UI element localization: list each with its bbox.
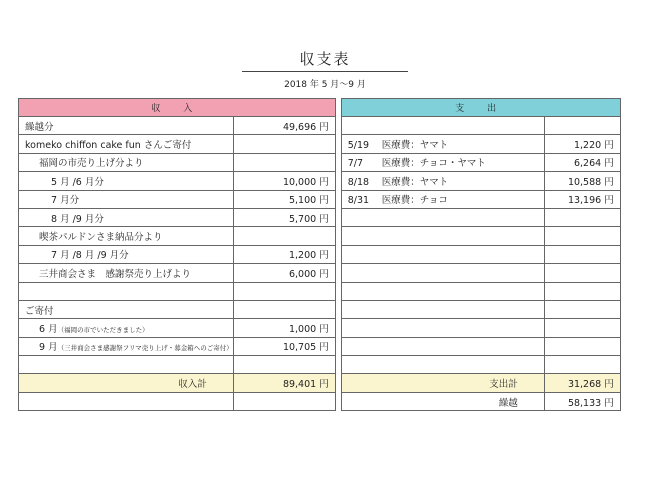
table-row (19, 264, 621, 282)
ledger-table (18, 98, 621, 411)
expense-amount (544, 208, 620, 226)
income-label-text: 5 月 /6 月分 (51, 176, 104, 188)
table-row (19, 282, 621, 300)
expense-label (341, 227, 544, 245)
income-amount: 49,696 円 (233, 117, 335, 135)
income-label (19, 227, 234, 245)
income-label-text: 9 月 (39, 342, 58, 354)
income-label-text: ご寄付 (25, 305, 54, 317)
income-label-text: 喫茶パルドンさま納品分より (39, 232, 163, 244)
expense-total-label: 支出計 (341, 374, 544, 392)
expense-amount: 6,264 円 (544, 153, 620, 171)
carry-amount: 58,133 円 (544, 392, 620, 410)
expense-item: 医療費：チョコ (381, 195, 448, 207)
income-amount: 10,705 円 (233, 337, 335, 355)
income-label (19, 190, 234, 208)
page-title: 収支表 (299, 50, 351, 68)
table-row (19, 319, 621, 337)
income-amount: 1,200 円 (233, 245, 335, 263)
period-subtitle: 2018 年 5 月〜9 月 (284, 80, 366, 90)
expense-label (341, 356, 544, 374)
expense-label (341, 172, 544, 190)
expense-item: 医療費：チョコ・ヤマト (381, 158, 486, 170)
header-row (19, 99, 621, 117)
expense-amount (544, 245, 620, 263)
expense-label (341, 282, 544, 300)
income-label (19, 135, 234, 153)
expense-label (341, 208, 544, 226)
income-amount (233, 135, 335, 153)
income-label (19, 208, 234, 226)
totals-row (19, 374, 621, 392)
income-label-text: 7 月 /8 月 /9 月分 (51, 250, 129, 262)
table-row (19, 117, 621, 135)
income-label (19, 153, 234, 171)
expense-total-amount: 31,268 円 (544, 374, 620, 392)
title-underline (242, 71, 408, 72)
expense-amount (544, 282, 620, 300)
expense-date: 8/31 (347, 195, 370, 207)
income-label-text: 繰越分 (25, 121, 54, 133)
expense-amount (544, 264, 620, 282)
income-amount (233, 282, 335, 300)
table-row (19, 153, 621, 171)
expense-amount (544, 319, 620, 337)
table-row (19, 208, 621, 226)
expense-label (341, 153, 544, 171)
expense-date: 7/7 (347, 158, 363, 170)
expense-amount (544, 337, 620, 355)
income-amount (233, 356, 335, 374)
expense-item: 医療費：ヤマト (381, 140, 449, 152)
income-label-text: 7 月分 (51, 195, 80, 207)
income-total-label: 収入計 (19, 374, 234, 392)
expense-header: 支 出 (341, 99, 620, 117)
expense-label (341, 337, 544, 355)
expense-label (341, 190, 544, 208)
income-label (19, 117, 234, 135)
table-row (19, 245, 621, 263)
table-row (19, 190, 621, 208)
income-note: （福岡の市でいただきました） (57, 325, 149, 334)
income-label-text: 福岡の市売り上げ分より (39, 158, 144, 170)
income-label (19, 245, 234, 263)
expense-label (341, 245, 544, 263)
expense-amount (544, 117, 620, 135)
expense-amount (544, 300, 620, 318)
expense-amount (544, 227, 620, 245)
expense-amount: 1,220 円 (544, 135, 620, 153)
income-amount (233, 153, 335, 171)
income-amount (233, 300, 335, 318)
table-row (19, 172, 621, 190)
expense-label (341, 264, 544, 282)
income-label-text: 8 月 /9 月分 (51, 213, 104, 225)
income-label-text: komeko chiffon cake fun さんご寄付 (25, 140, 192, 152)
expense-amount (544, 356, 620, 374)
table-row (19, 337, 621, 355)
table-row (19, 300, 621, 318)
expense-amount: 13,196 円 (544, 190, 620, 208)
income-label (19, 356, 234, 374)
carry-label: 繰越 (341, 392, 544, 410)
table-row (19, 356, 621, 374)
income-label (19, 300, 234, 318)
income-total-amount: 89,401 円 (233, 374, 335, 392)
expense-amount: 10,588 円 (544, 172, 620, 190)
income-amount: 5,100 円 (233, 190, 335, 208)
income-amount: 10,000 円 (233, 172, 335, 190)
income-label (19, 319, 234, 337)
expense-label (341, 300, 544, 318)
income-label (19, 337, 234, 355)
income-amount: 6,000 円 (233, 264, 335, 282)
table-row (19, 135, 621, 153)
income-amount (233, 227, 335, 245)
income-note: （三井商会さま感謝祭フリマ売り上げ・募金箱へのご寄付） (57, 344, 233, 353)
income-label-text: 三井商会さま 感謝祭売り上げより (39, 268, 192, 280)
expense-item: 医療費：ヤマト (381, 176, 449, 188)
income-label (19, 282, 234, 300)
income-header: 収 入 (19, 99, 336, 117)
expense-date: 5/19 (347, 140, 370, 152)
income-amount: 1,000 円 (233, 319, 335, 337)
income-amount: 5,700 円 (233, 208, 335, 226)
income-label (19, 172, 234, 190)
expense-date: 8/18 (347, 176, 370, 188)
carry-row (19, 392, 621, 410)
table-row (19, 227, 621, 245)
income-label-text: 6 月 (39, 323, 58, 335)
expense-label (341, 135, 544, 153)
income-label (19, 264, 234, 282)
expense-label (341, 117, 544, 135)
expense-label (341, 319, 544, 337)
